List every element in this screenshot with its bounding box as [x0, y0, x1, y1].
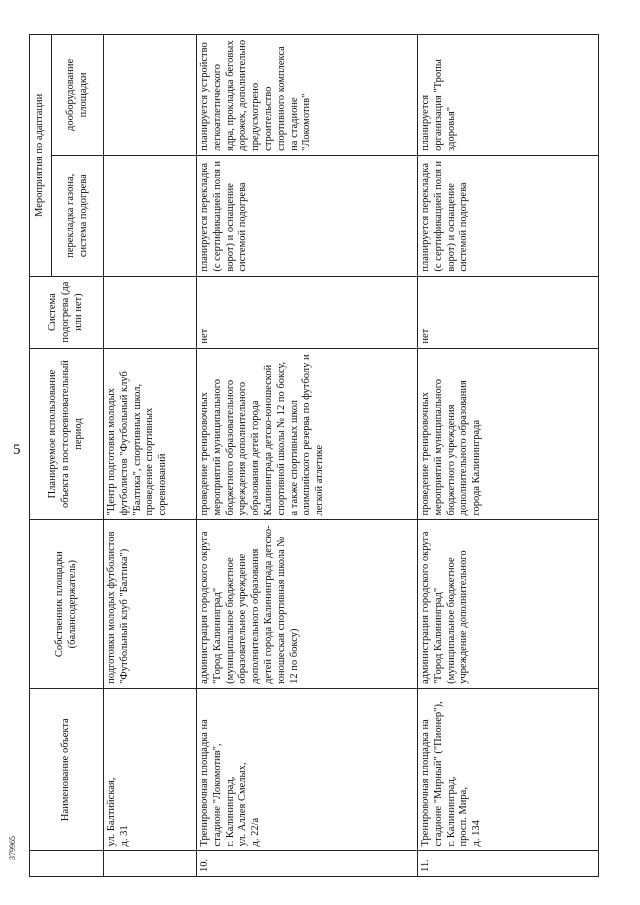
header-use: Планируемое использование объекта в постсоревновательный период	[30, 348, 104, 520]
heating-status: нет	[197, 276, 418, 348]
header-grass: перекладка газона, система подогрева	[52, 155, 104, 276]
row-number: 11.	[418, 851, 599, 877]
planned-use: проведение тренировочных мероприятий муниципального бюджетного учреждения дополнительного образования города Калининграда	[418, 348, 599, 520]
owner-text: администрация городского округа "Город Калининград" (муниципальное бюджетное учреждение дополнительного	[418, 520, 599, 688]
table-row	[197, 35, 418, 877]
header-equipment: дооборудование площадки	[52, 35, 104, 156]
object-name: ул. Балтийская, д. 31	[104, 688, 197, 851]
grass-measure: планируется перекладка (с сертификацией поля и ворот) и оснащение системой подогрева	[418, 155, 599, 276]
grass-measure: планируется перекладка (с сертификацией поля и ворот) и оснащение системой подогрева	[197, 155, 418, 276]
header-num	[30, 851, 104, 877]
header-heating: Система подогрева (да или нет)	[30, 276, 104, 348]
heating-status	[104, 276, 197, 348]
planned-use: проведение тренировочных мероприятий муниципального бюджетного образовательного учреждения дополнительного образования детей города Калининграда детско-юношеской спортивной школы № 12 по боксу, а также спортивных школ олимпийского резерва по футболу и легкой атлетике	[197, 348, 418, 520]
object-name: Тренировочная площадка на стадионе "Локомотив", г. Калининград, ул. Аллея Смелых, д. 22/а	[197, 688, 418, 851]
equipment-measure: планируется устройство легкоатлетического ядра, прокладка беговых дорожек, дополнительно предусмотрено строительство спортивного комплекса на стадионе "Локомотив"	[197, 35, 418, 156]
header-measures: Мероприятия по адаптации	[30, 35, 52, 277]
document-code: 379965	[8, 836, 17, 860]
row-number: 10.	[197, 851, 418, 877]
equipment-measure: планируется организация "Тропы здоровья"	[418, 35, 599, 156]
rotated-page	[29, 34, 629, 877]
table-row	[104, 35, 197, 877]
equipment-measure	[104, 35, 197, 156]
header-owner: Собственник площадки (балансодержатель)	[30, 520, 104, 688]
object-name: Тренировочная площадка на стадионе "Мирный" ("Пионер"), г. Калининград, просп. Мира, д. 134	[418, 688, 599, 851]
adaptation-table	[29, 34, 599, 877]
grass-measure	[104, 155, 197, 276]
header-name: Наименование объекта	[30, 688, 104, 851]
row-number	[104, 851, 197, 877]
page-number: 5	[13, 442, 21, 458]
owner-text: подготовки молодых футболистов "Футбольный клуб "Балтика")	[104, 520, 197, 688]
owner-text: администрация городского округа "Город Калининград" (муниципальное бюджетное образовательное учреждение дополнительного образования детей города Калининграда детско-юношеская спортивная школа № 12 по боксу)	[197, 520, 418, 688]
planned-use: "Центр подготовки молодых футболистов "Футбольный клуб "Балтика", спортивных школ, проведение спортивных соревнований	[104, 348, 197, 520]
table-row	[418, 35, 599, 877]
heating-status: нет	[418, 276, 599, 348]
